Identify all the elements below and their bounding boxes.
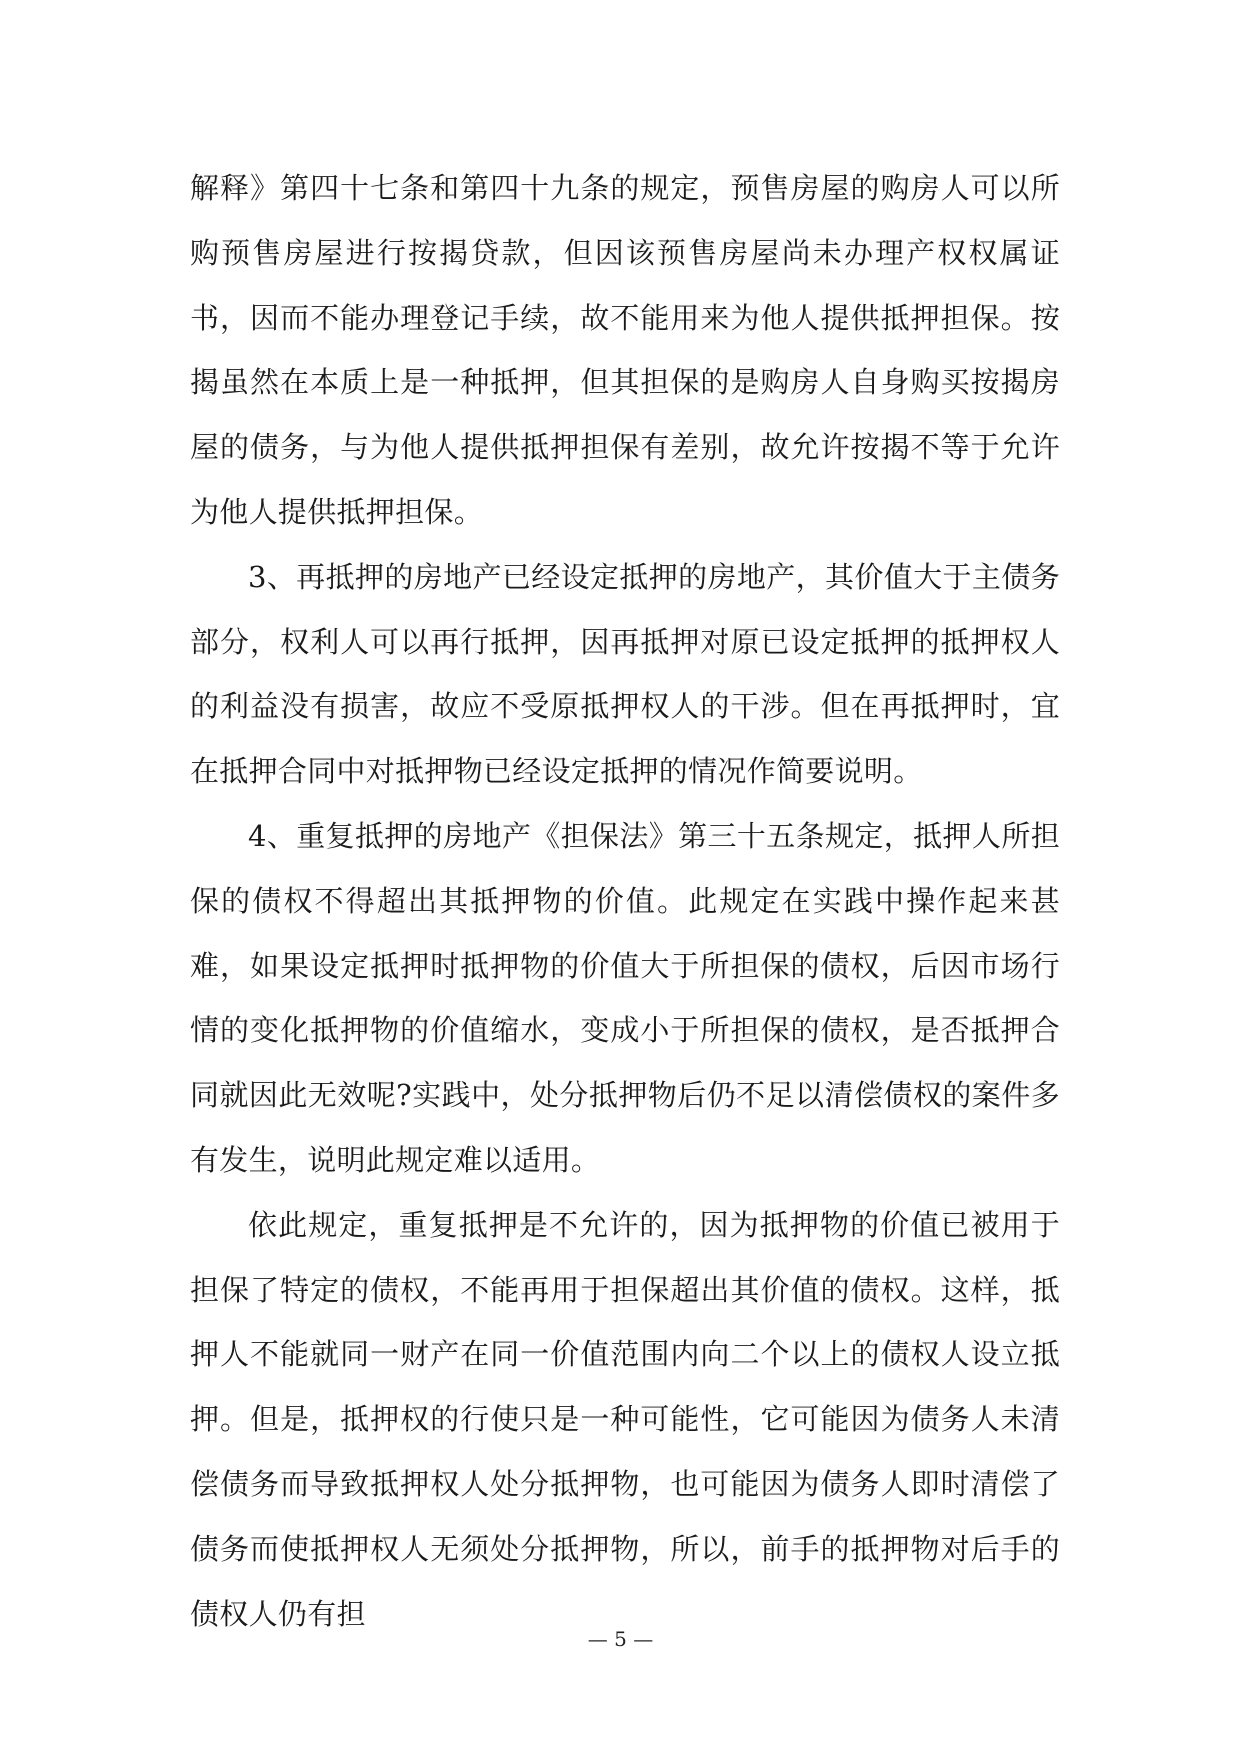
paragraph-conclusion: 依此规定，重复抵押是不允许的，因为抵押物的价值已被用于担保了特定的债权，不能再用于担保超出其价值的债权。这样，抵押人不能就同一财产在同一价值范围内向二个以上的债权人设立抵押。但是，抵押权的行使只是一种可能性，它可能因为债务人未清偿债务而导致抵押权人处分抵押物，也可能因为债务人即时清偿了债务而使抵押权人无须处分抵押物，所以，前手的抵押物对后手的债权人仍有担 xyxy=(190,1207,1060,1631)
paragraph-continuation: 解释》第四十七条和第四十九条的规定，预售房屋的购房人可以所购预售房屋进行按揭贷款，但因该预售房屋尚未办理产权权属证书，因而不能办理登记手续，故不能用来为他人提供抵押担保。按揭虽然在本质上是一种抵押，但其担保的是购房人自身购买按揭房屋的债务，与为他人提供抵押担保有差别，故允许按揭不等于允许为他人提供抵押担保。 xyxy=(190,171,1060,529)
body-text xyxy=(190,156,1060,1646)
page-number: — 5 — xyxy=(587,1627,654,1651)
paragraph-repeat-mortgage: 4、重复抵押的房地产《担保法》第三十五条规定，抵押人所担保的债权不得超出其抵押物的价值。此规定在实践中操作起来甚难，如果设定抵押时抵押物的价值大于所担保的债权，后因市场行情的变化抵押物的价值缩水，变成小于所担保的债权，是否抵押合同就因此无效呢?实践中，处分抵押物后仍不足以清偿债权的案件多有发生，说明此规定难以适用。 xyxy=(190,818,1060,1177)
paragraph-re-mortgage: 3、再抵押的房地产已经设定抵押的房地产，其价值大于主债务部分，权利人可以再行抵押，因再抵押对原已设定抵押的抵押权人的利益没有损害，故应不受原抵押权人的干涉。但在再抵押时，宜在抵押合同中对抵押物已经设定抵押的情况作简要说明。 xyxy=(190,559,1060,789)
